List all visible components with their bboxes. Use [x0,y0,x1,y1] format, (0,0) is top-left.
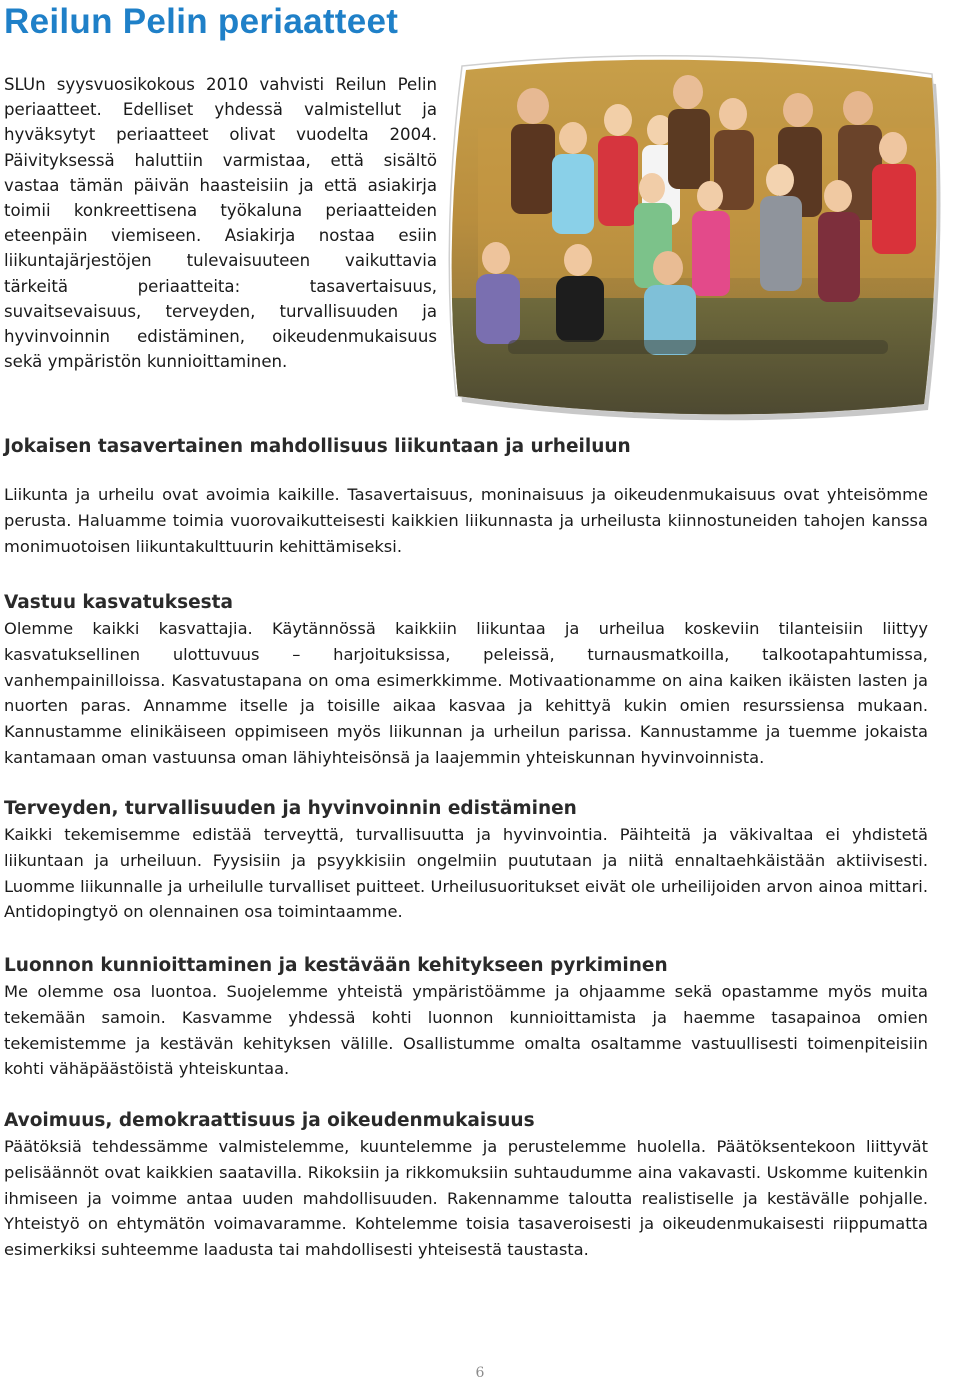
section-body: Olemme kaikki kasvattajia. Käytännössä kaikkiin liikuntaa ja urheilua koskeviin tilanteisiin liittyy kasvatuksellinen ulottuvuus – harjoituksissa, peleissä, turnausmatkoilla, talkootapahtumissa, vanhempainilloissa. Kasvatustapana on oma esimerkkimme. Motivaationamme on aina kaiken ikäisten lasten ja nuorten paras. Annamme itselle ja toisille aikaa kasvaa ja kehittyä kukin omien resurssiensa mukaan. Kannustamme elinikäiseen oppimiseen myös liikunnan ja urheilun parissa. Kannustamme ja tuemme jokaista kantamaan oman vastuunsa oman lähiyhteisönsä ja laajemmin yhteiskunnan hyvinvoinnista. [4,619,928,767]
group-photo [438,48,950,426]
section-heading: Jokaisen tasavertainen mahdollisuus liikuntaan ja urheiluun [4,436,631,457]
section-body: Päätöksiä tehdessämme valmistelemme, kuuntelemme ja perustelemme huolella. Päätöksentekoon liittyvät pelisäännöt ovat kaikkien saatavilla. Rikoksiin ja rikkomuksiin suhtaudumme aina vakavasti. Uskomme kuitenkin ihmiseen ja voimme antaa uuden mahdollisuuden. Rakennamme taloutta realistiselle ja kestävälle pohjalle. Yhteistyö on ehtymätön voimavaramme. Kohtelemme toisia tasaveroisesti ja oikeudenmukaisesti riippumatta esimerkiksi suhteemme laadusta tai mahdollisesti yhteisestä taustasta. [4,1137,928,1260]
section-equal-opportunity [4,434,928,559]
section-heading: Luonnon kunnioittaminen ja kestävään kehitykseen pyrkiminen [4,955,668,976]
section-heading: Terveyden, turvallisuuden ja hyvinvoinnin edistäminen [4,798,577,819]
section-body: Liikunta ja urheilu ovat avoimia kaikille. Tasavertaisuus, moninaisuus ja oikeudenmukaisuus ovat yhteisömme perusta. Haluamme toimia vuorovaikutteisesti kaikkien liikunnasta ja urheilusta kiinnostuneiden tahojen kanssa monimuotoisen liikuntakulttuurin kehittämiseksi. [4,485,928,556]
section-heading: Avoimuus, demokraattisuus ja oikeudenmukaisuus [4,1110,535,1131]
page-title: Reilun Pelin periaatteet [4,2,399,41]
section-body: Kaikki tekemisemme edistää terveyttä, turvallisuutta ja hyvinvointia. Päihteitä ja väkivaltaa ei yhdistetä liikuntaan ja urheiluun. Fyysisiin ja psyykkisiin ongelmiin puututaan ja niitä ennaltaehkäistään aktiivisesti. Luomme liikunnalle ja urheilulle turvalliset puitteet. Urheilusuoritukset eivät ole urheilijoiden arvon ainoa mittari. Antidopingtyö on olennainen osa toimintaamme. [4,825,928,922]
section-openness-democracy [4,1108,928,1263]
section-heading: Vastuu kasvatuksesta [4,592,233,613]
section-nature-sustainability [4,953,928,1082]
page-number: 6 [475,1365,485,1381]
group-photo-children-outdoors-icon [438,48,950,426]
section-health-safety [4,796,928,925]
intro-paragraph: SLUn syysvuosikokous 2010 vahvisti Reilun Pelin periaatteet. Edelliset yhdessä valmistellut ja hyväksytyt periaatteet olivat vuodelta 2004. Päivityksessä haluttiin varmistaa, että sisältö vastaa tämän päivän haasteisiin ja että asiakirja toimii konkreettisena työkaluna periaatteiden eteenpäin viemiseen. Asiakirja nostaa esiin liikuntajärjestöjen tulevaisuuteen vaikuttavia tärkeitä periaatteita: tasavertaisuus, suvaitsevaisuus, terveyden, turvallisuuden ja hyvinvoinnin edistäminen, oikeudenmukaisuus sekä ympäristön kunnioittaminen. [4,75,437,372]
section-education-responsibility [4,590,928,771]
section-body: Me olemme osa luontoa. Suojelemme yhteistä ympäristöämme ja ohjaamme sekä opastamme myös muita tekemään samoin. Kasvamme yhdessä kohti luonnon kunnioittamista ja haemme tasapainoa omien tekemistemme ja kestävän kehityksen välille. Osallistumme omalta osaltamme vastuullisesti toimenpiteisiin kohti vähäpäästöistä yhteiskuntaa. [4,982,928,1079]
